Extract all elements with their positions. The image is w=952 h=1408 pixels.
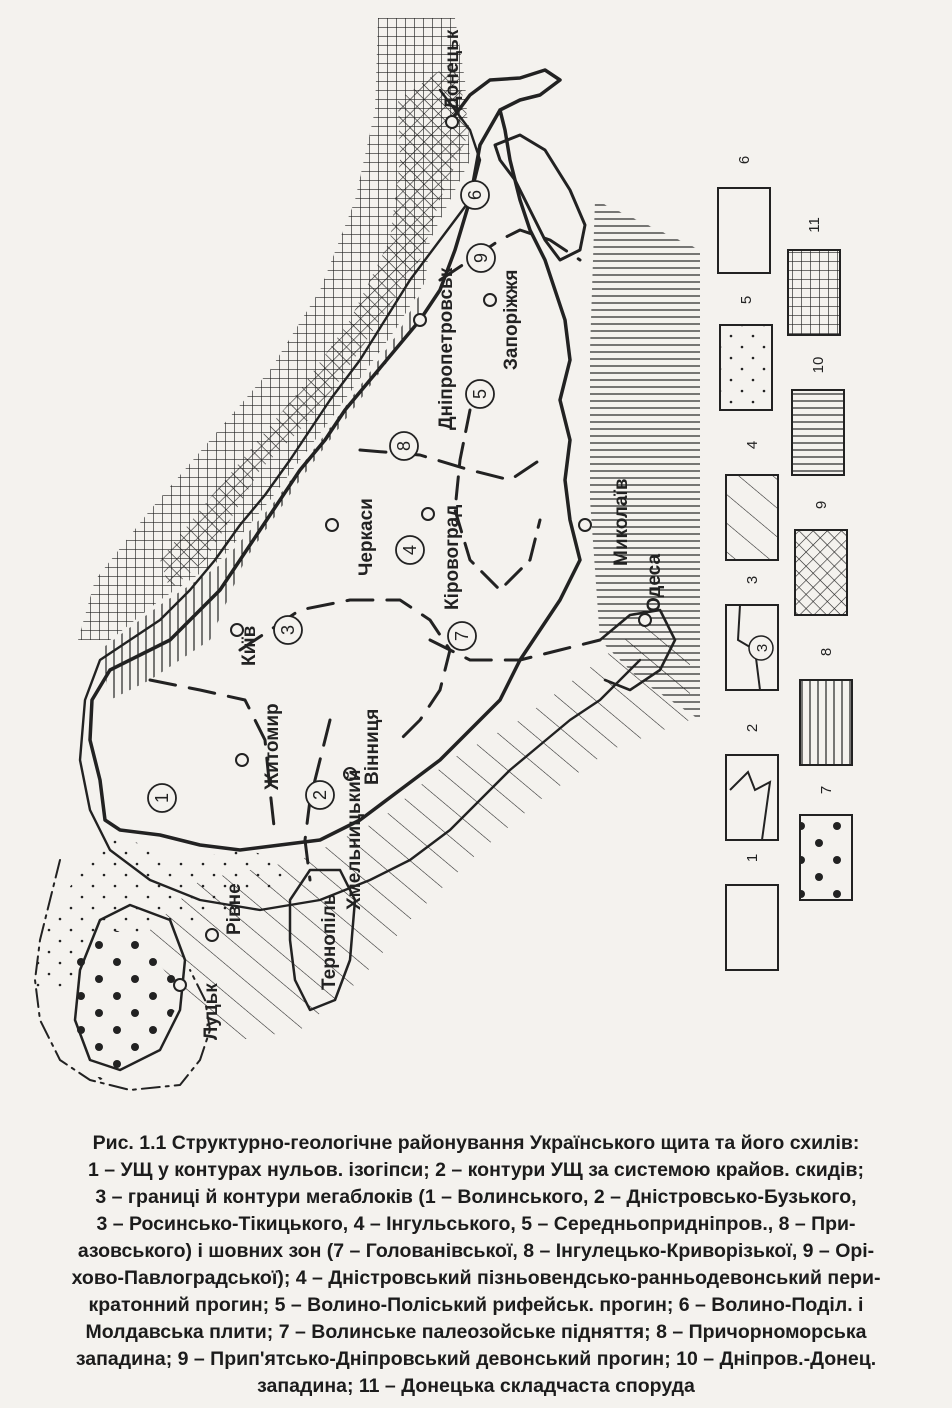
- caption-line: кратонний прогин; 5 – Волино-Поліський рифейськ. прогин; 6 – Волино-Поділ. і: [88, 1294, 864, 1316]
- city-label-vinnytsia: Вінниця: [362, 708, 383, 785]
- city-label-zaporizhzhia: Запоріжжя: [501, 269, 522, 370]
- city-label-lutsk: Луцьк: [201, 983, 222, 1040]
- legend-num-9: 9: [813, 500, 830, 510]
- legend-swatch-8: [800, 680, 852, 765]
- city-marker-zhytomyr: [236, 754, 248, 766]
- zone-number-1: 1: [152, 792, 172, 804]
- city-marker-mykolaiv: [579, 519, 591, 531]
- caption-line: азовського) і шовних зон (7 – Голованівської, 8 – Інгулецько-Криворізької, 9 – Орі-: [77, 1240, 875, 1262]
- city-label-donetsk: Донецьк: [442, 29, 463, 110]
- city-marker-dnipropetrovsk: [414, 314, 426, 326]
- zone-number-8: 8: [394, 440, 414, 452]
- legend-num-4: 4: [744, 440, 761, 450]
- legend-swatch-10: [792, 390, 844, 475]
- city-marker-kirovohrad: [422, 508, 434, 520]
- legend-num-3: 3: [744, 575, 761, 585]
- figure-caption: [20, 1130, 932, 1400]
- city-marker-cherkasy: [326, 519, 338, 531]
- city-marker-donetsk: [446, 116, 458, 128]
- city-label-zhytomyr: Житомир: [262, 703, 283, 790]
- city-label-mykolaiv: Миколаїв: [611, 478, 632, 566]
- zone-number-7: 7: [452, 630, 472, 642]
- legend-swatch-5: [720, 325, 772, 410]
- city-marker-odesa: [639, 614, 651, 626]
- legend-num-2: 2: [744, 723, 761, 733]
- city-label-khmelnytskyi: Хмельницький: [344, 769, 365, 910]
- zone-number-3: 3: [278, 624, 298, 636]
- legend-num-7: 7: [818, 785, 835, 795]
- legend-swatch-7: [800, 815, 852, 900]
- map-legend: [718, 188, 852, 970]
- city-label-odesa: Одеса: [644, 553, 665, 612]
- legend-swatch-2: [726, 755, 778, 840]
- legend-num-5: 5: [738, 295, 755, 305]
- city-marker-rivne: [206, 929, 218, 941]
- city-marker-lutsk: [174, 979, 186, 991]
- legend-num-1: 1: [744, 853, 761, 863]
- legend-swatch-9: [795, 530, 847, 615]
- city-label-ternopil: Тернопіль: [319, 893, 340, 990]
- caption-line: западина; 11 – Донецька складчаста споруда: [257, 1375, 695, 1397]
- caption-line: 3 – Росинсько-Тікицького, 4 – Інгульського, 5 – Середньопридніпров., 8 – При-: [96, 1213, 856, 1235]
- zone-number-6: 6: [465, 189, 485, 201]
- legend-swatch-11: [788, 250, 840, 335]
- legend-num-6: 6: [736, 155, 753, 165]
- caption-line: 1 – УЩ у контурах нульов. ізогіпси; 2 – контури УЩ за системою крайов. скидів;: [88, 1159, 864, 1181]
- city-label-dnipropetrovsk: Дніпропетровськ: [436, 267, 457, 430]
- legend-swatch-1: [726, 885, 778, 970]
- legend-num-11: 11: [806, 217, 823, 233]
- zone-number-2: 2: [310, 789, 330, 801]
- caption-line: Молдавська плити; 7 – Волинське палеозойське підняття; 8 – Причорноморська: [85, 1321, 867, 1343]
- city-label-rivne: Рівне: [224, 883, 245, 935]
- caption-line: хово-Павлоградської); 4 – Дністровський пізньовендсько-ранньодевонський пери-: [71, 1267, 881, 1289]
- city-label-cherkasy: Черкаси: [356, 498, 377, 576]
- legend-num-10: 10: [810, 356, 827, 374]
- zone-number-4: 4: [400, 544, 420, 556]
- legend-num-8: 8: [818, 647, 835, 657]
- city-label-kyiv: Київ: [239, 625, 260, 666]
- city-label-kirovohrad: Кіровоград: [442, 504, 463, 610]
- caption-line: западина; 9 – Прип'ятсько-Дніпровський девонський прогин; 10 – Дніпров.-Донец.: [75, 1348, 877, 1370]
- legend-inset-label: 3: [754, 643, 771, 653]
- zone-number-9: 9: [471, 252, 491, 264]
- caption-line: 3 – границі й контури мегаблоків (1 – Волинського, 2 – Дністровсько-Бузького,: [95, 1186, 857, 1208]
- city-marker-zaporizhzhia: [484, 294, 496, 306]
- volyn-paleozoic-uplift: [65, 930, 175, 1080]
- legend-swatch-4: [726, 475, 778, 560]
- legend-swatch-6: [718, 188, 770, 273]
- caption-line: Рис. 1.1 Структурно-геологічне районування Українського щита та його схилів:: [92, 1132, 860, 1154]
- zone-number-5: 5: [470, 388, 490, 400]
